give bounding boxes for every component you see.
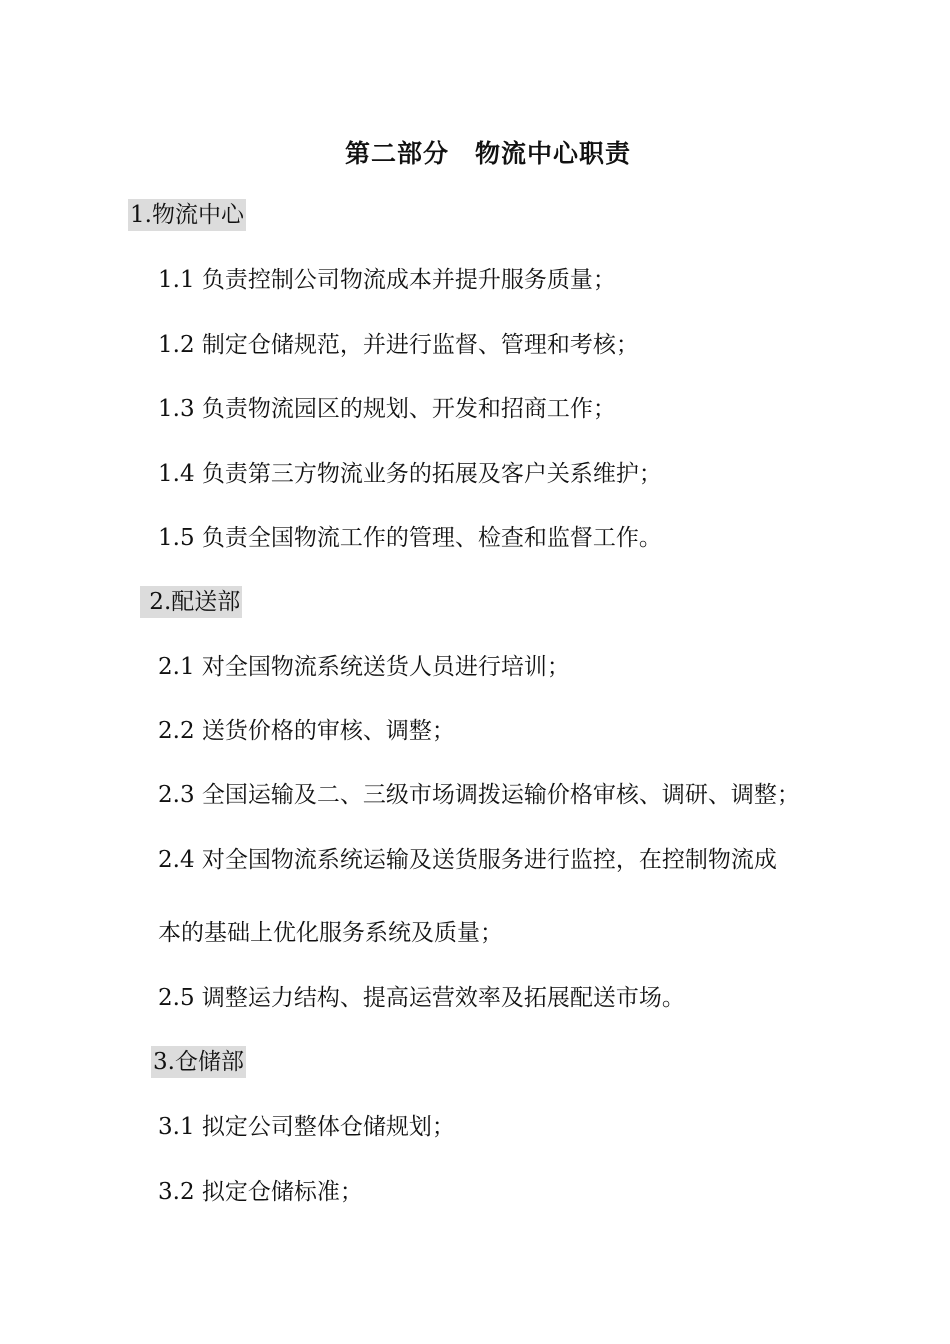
list-item: 3.2 拟定仓储标准； [158,1179,363,1205]
list-item-continuation: 本的基础上优化服务系统及质量； [158,920,503,946]
list-item: 2.4 对全国物流系统运输及送货服务进行监控，在控制物流成 [158,847,777,873]
section-heading-logistics-center: 1.物流中心 [128,199,246,231]
list-item: 2.1 对全国物流系统送货人员进行培训； [158,654,570,680]
section-heading-warehousing: 3.仓储部 [151,1046,246,1078]
list-item: 2.2 送货价格的审核、调整； [158,718,455,744]
list-item: 2.3 全国运输及二、三级市场调拨运输价格审核、调研、调整； [158,782,800,808]
document-title: 第二部分 物流中心职责 [344,139,631,168]
list-item: 1.1 负责控制公司物流成本并提升服务质量； [158,267,616,293]
list-item: 1.4 负责第三方物流业务的拓展及客户关系维护； [158,461,662,487]
list-item: 3.1 拟定公司整体仓储规划； [158,1114,455,1140]
list-item: 1.5 负责全国物流工作的管理、检查和监督工作。 [158,525,662,551]
section-heading-distribution: 2.配送部 [140,586,242,618]
list-item: 2.5 调整运力结构、提高运营效率及拓展配送市场。 [158,985,685,1011]
list-item: 1.2 制定仓储规范，并进行监督、管理和考核； [158,332,639,358]
list-item: 1.3 负责物流园区的规划、开发和招商工作； [158,396,616,422]
